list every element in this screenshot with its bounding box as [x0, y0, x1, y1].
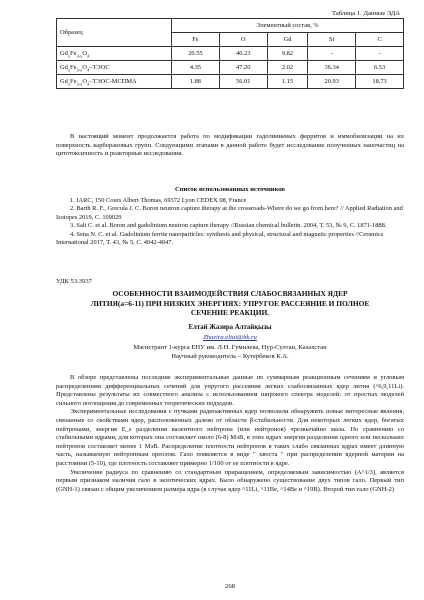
- affiliation: Магистрант 1-курса ЕНУ им. Л.Н. Гумилева, Нур-Султан, Казахстан Научный руководитель – Кутербеков К.А.: [133, 344, 327, 360]
- table-row: [57, 47, 404, 61]
- col-header: C: [356, 33, 404, 47]
- sample-cell: $Gd_xFe_{3-x}O_4-ТЭОС$-МСПМА: [57, 75, 172, 89]
- value-cell: 2.02: [267, 61, 308, 75]
- col-header: Gd: [267, 33, 308, 47]
- value-cell: 6.53: [356, 61, 404, 75]
- article-title: ОСОБЕННОСТИ ВЗАИМОДЕЙСТВИЯ СЛАБОСВЯЗАННЫХ ЯДЕР ЛИТИЯ(a=6-11) ПРИ НИЗКИХ ЭНЕРГИЯХ: УПРУГОЕ РАССЕЯНИЕ И ПОЛНОЕ СЕЧЕНИЕ РЕАКЦИИ.: [90, 289, 370, 318]
- value-cell: 1.88: [172, 75, 220, 89]
- value-cell: -: [356, 47, 404, 61]
- author-email[interactable]: Zhazira.eltai@bk.ru: [203, 334, 257, 341]
- page-number: 268: [225, 583, 235, 590]
- value-cell: 20.93: [308, 75, 356, 89]
- table-row: [57, 61, 404, 75]
- value-cell: 47.20: [219, 61, 267, 75]
- value-cell: 9.82: [267, 47, 308, 61]
- table-row: [57, 75, 404, 89]
- intro-paragraph: В настоящий момент продолжается работа по модификации гадолиниевых ферритов и иммобилизации на их поверхность карборановых групп. Следующими этапами в данной работе будет исследование полученных наночастиц на цитотоксичность и реакторные исследования.: [56, 133, 404, 158]
- reference-item: 2. Barth R. F., Grecula J. C. Boron neutron capture therapy at the crossroads-Where do we go from here? // Applied Radiation and Isotopes 2019, С. 109029: [56, 205, 403, 221]
- value-cell: 56.01: [219, 75, 267, 89]
- reference-item: 3. Salt C. et al. Boron and gadolinium neutron capture therapy //Russian chemical bulletin. 2004, Т. 53, № 9, С. 1871-1888.: [70, 222, 387, 230]
- sample-cell: $Gd_xFe_{3-x}O_4$–ТЭОС: [57, 61, 172, 75]
- header-group: Элементный состав, %: [172, 19, 404, 33]
- value-cell: 20.55: [172, 47, 220, 61]
- header-sample: Образец: [57, 19, 172, 47]
- col-header: Fe: [172, 33, 220, 47]
- eda-table: [56, 18, 404, 89]
- references-list: [56, 197, 404, 247]
- sample-cell: $Gd_xFe_{3-x}O_4$: [57, 47, 172, 61]
- article-body: [56, 374, 404, 494]
- value-cell: 18.73: [356, 75, 404, 89]
- value-cell: -: [308, 47, 356, 61]
- table-caption: Таблица 1. Данные ЭДА: [331, 10, 400, 17]
- body-paragraph: В обзоре представлены последние экспериментальные данные по суммарным реакционным сечениям и угловым распределениям дифференциальных сечений для упругого рассеяния легких слабосвязанных ядер лития (^6,9,11Li). Представлены результаты их совместного анализа с использованием широкого спектра моделей: от простых моделей сильного поглощения до современных теоретических подходов.: [56, 374, 404, 407]
- udk-code: УДК 53.3937: [56, 278, 92, 285]
- col-header: O: [219, 33, 267, 47]
- body-paragraph: Увеличение радиуса по сравнению со стандартным приращением, определяемым зависимостью (A^1/3), является первым признаком наличия гало в экзотических ядрах. Было обнаружено существование двух типов гало. Первый тип (GNH-1) связан с общим увеличением размера ядра (в случае ядер ^11Li, ^11Be, ^14Be и ^19B). Второй тип гало (GNH-2): [56, 468, 404, 493]
- value-cell: 1.15: [267, 75, 308, 89]
- col-header: Si: [308, 33, 356, 47]
- reference-item: 4. Sena N. C. et al. Gadolinium ferrite nanoparticles: synthesis and physical, structural and magnetic properties //Ceramics International 2017, Т. 43, № 5, С. 4042-4047.: [56, 230, 384, 247]
- references-heading: Список использованных источников: [175, 186, 285, 193]
- reference-item: 1. IARC, 150 Cours Albert Thomas, 69372 Lyon CEDEX 08, France: [70, 197, 247, 204]
- value-cell: 36.34: [308, 61, 356, 75]
- value-cell: 40.23: [219, 47, 267, 61]
- value-cell: 4.35: [172, 61, 220, 75]
- author-name: Елтай Жазира Алтайқызы: [188, 324, 272, 331]
- body-paragraph: Экспериментальные исследования с пучками радиоактивных ядер позволили обнаружить новые интересные явления, связанные со свойствами ядер, расположенных далеко от области β-стабильности. Для некоторых легких ядер, богатых нейтронами, энергия E_s разделения валентного нейтрона (или нейтронов) чрезвычайно мала. По сравнению со стабильными ядрами, для которых она составляет около (6-8) МэВ, в этих ядрах энергия разделения одного или нескольких нейтронов составляет менее 1 МэВ. Распределение плотности нейтронов в таких слабо связанных ядрах имеет длинную часть, называемую нейтронным ореолом. Гало появляется в виде " хвоста " при распределении ядерной материи на расстоянии (5-10), где плотность составляет примерно 1/100 от ее плотности в ядре.: [56, 408, 404, 467]
